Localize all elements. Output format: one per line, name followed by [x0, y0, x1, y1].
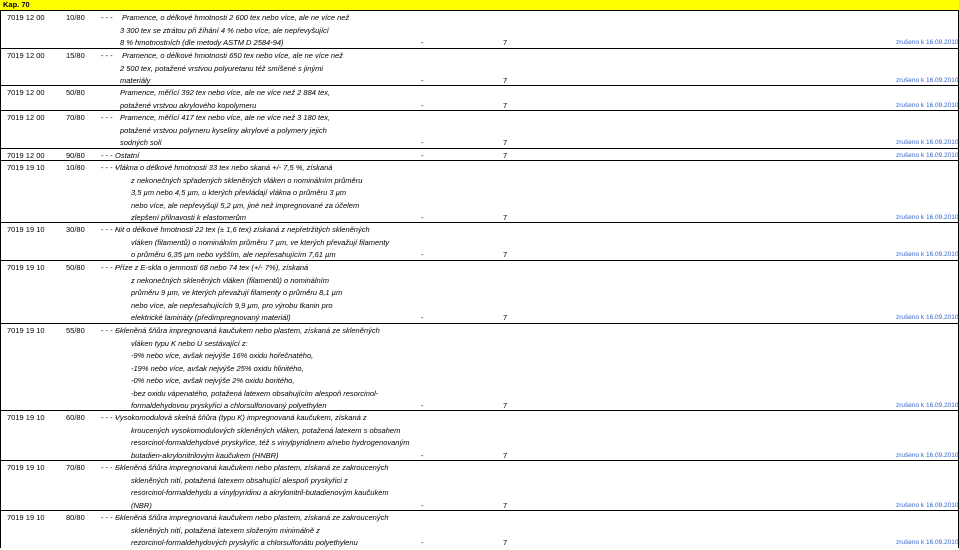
row-code: 7019 12 00 — [7, 51, 45, 60]
row-rate: - — [421, 138, 424, 147]
row-description-line: kroucených vysokomodulových skleněných vláken, potažená latexem s obsahem — [131, 425, 401, 435]
table-row — [0, 510, 959, 548]
row-description-line: o průměru 6,35 µm nebo vyšším, ale nepřesahujícím 7,61 µm — [131, 250, 336, 259]
row-indent-dashes: - - - - — [101, 463, 118, 472]
row-rate: - — [421, 76, 424, 85]
row-description-line: -9% nebo více, avšak nejvýše 16% oxidu hořečnatého, — [131, 351, 314, 360]
row-unit: 7 — [503, 450, 508, 460]
row-unit: 7 — [503, 100, 508, 110]
row-subcode: 55/80 — [66, 326, 85, 335]
row-description-line: resorcinol-formaldehydové pryskyřice, též s vinylpyridinem a/nebo hydrogenovaným — [131, 438, 410, 447]
row-indent-dashes: - - - — [101, 151, 113, 160]
row-rate: - — [421, 250, 424, 259]
row-unit: 7 — [503, 500, 508, 510]
row-code: 7019 19 10 — [7, 163, 45, 172]
row-subcode: 15/80 — [66, 51, 85, 60]
row-code: 7019 12 00 — [7, 88, 45, 97]
table-row — [0, 10, 959, 48]
row-indent-dashes: - - - - — [101, 163, 118, 172]
row-subcode: 60/80 — [66, 413, 85, 422]
chapter-header: Kap. 70 — [0, 0, 959, 10]
row-code: 7019 12 00 — [7, 113, 45, 122]
row-description-line: -0% nebo více, avšak nejvýše 2% oxidu boritého, — [131, 376, 295, 385]
row-rate: - — [421, 100, 424, 110]
row-indent-dashes: - - - - — [101, 513, 118, 522]
row-description-line: elektrické lamináty (předimpregnovaný materiál) — [131, 313, 291, 322]
row-unit: 7 — [503, 401, 508, 410]
row-description-line: vláken typu K nebo U sestávající z: — [131, 338, 248, 348]
row-unit: 7 — [503, 313, 508, 322]
row-subcode: 70/80 — [66, 113, 85, 122]
row-description-line: skleněných nití, potažená latexem obsahující alespoň pryskyřici z — [131, 475, 348, 485]
row-status: zrušeno k 16.09.2010 — [896, 214, 959, 221]
row-description-line: -bez oxidu vápenatého, potažená latexem obsahujícím alespoň resorcinol- — [131, 388, 379, 398]
row-subcode: 90/80 — [66, 151, 85, 160]
table-row — [0, 160, 959, 222]
row-description-line: rezorcinol-formaldehydových pryskyřic a chlorsulfonátu polyethylenu — [131, 538, 358, 547]
row-status: zrušeno k 16.09.2010 — [896, 101, 959, 109]
row-description-line: Pramence, měřící 392 tex nebo více, ale ne více než 2 884 tex, — [120, 88, 331, 97]
row-indent-dashes: - - - — [101, 13, 113, 22]
row-rate: - — [421, 38, 424, 47]
row-description-line: Příze z E-skla o jemnosti 68 nebo 74 tex (+/- 7%), získaná — [115, 263, 309, 272]
row-description-line: materiály — [120, 76, 151, 85]
row-description-line: Pramence, o délkové hmotnosti 2 600 tex nebo více, ale ne více než — [122, 13, 350, 22]
row-description-line: Vlákna o délkové hmotnosti 33 tex nebo skaná +/- 7,5 %, získaná — [115, 163, 333, 172]
row-status: zrušeno k 16.09.2010 — [896, 539, 959, 546]
row-unit: 7 — [503, 138, 508, 147]
table-row — [0, 85, 959, 110]
row-code: 7019 19 10 — [7, 225, 45, 234]
table-row — [0, 148, 959, 160]
row-description-line: průměru 9 µm, ve kterých převažují filamenty o průměru 8,1 µm — [131, 288, 343, 297]
row-description-line: 2 500 tex, potažené vrstvou polyuretanu též smíšené s jinými — [120, 63, 324, 73]
row-status: zrušeno k 16.09.2010 — [896, 77, 959, 84]
table-row — [0, 260, 959, 323]
row-description-line: resorcinol-formaldehydu a vinylpyridinu a akrylonitril-butadienovým kaučukem — [131, 488, 389, 497]
row-rate: - — [421, 500, 424, 510]
row-description-line: formaldehydovou pryskyřici a chlorsulfonovaný polyethylen — [131, 401, 327, 410]
row-description-line: sodných solí — [120, 138, 162, 147]
row-code: 7019 19 10 — [7, 263, 45, 272]
row-subcode: 70/80 — [66, 463, 85, 472]
row-status: zrušeno k 16.09.2010 — [896, 451, 959, 459]
row-subcode: 30/80 — [66, 225, 85, 234]
row-indent-dashes: - - - - — [101, 413, 118, 422]
row-description-line: Skleněná šňůra impregnovaná kaučukem nebo plastem, získaná ze zakroucených — [115, 513, 389, 522]
row-status: zrušeno k 16.09.2010 — [896, 314, 959, 321]
row-code: 7019 12 00 — [7, 151, 45, 160]
row-rate: - — [421, 401, 424, 410]
row-description-line: zlepšení přilnavosti k elastomerům — [131, 213, 247, 222]
row-indent-dashes: - - - — [101, 113, 113, 122]
table-row — [0, 48, 959, 85]
row-indent-dashes: - - - - — [101, 263, 118, 272]
row-status: zrušeno k 16.09.2010 — [896, 402, 959, 409]
row-status: zrušeno k 16.09.2010 — [896, 139, 959, 146]
row-description-line: Nit o délkové hmotnosti 22 tex (± 1,6 tex) získaná z nepřetržitých skleněných — [115, 225, 370, 234]
row-code: 7019 19 10 — [7, 326, 45, 335]
row-description-line: nebo více, ale nepřesahujících 9,9 µm, pro výrobu tkanin pro — [131, 300, 333, 310]
row-description-line: Ostatní — [115, 151, 140, 160]
table-row — [0, 460, 959, 510]
table-row — [0, 323, 959, 410]
row-subcode: 10/80 — [66, 163, 85, 172]
row-description-line: vláken (filamentů) o nominálním průměru 7 µm, ve kterých převažují filamenty — [131, 237, 390, 247]
row-description-line: -19% nebo více, avšak nejvýše 25% oxidu hlinitého, — [131, 363, 304, 373]
row-unit: 7 — [503, 151, 508, 160]
row-description-line: Pramence, o délkové hmotnosti 650 tex nebo více, ale ne více než — [122, 51, 343, 60]
row-indent-dashes: - - - - — [101, 225, 118, 234]
row-description-line: skleněných nití, potažená latexem složeným minimálně z — [131, 525, 320, 535]
row-description-line: Skleněná šňůra impregnovaná kaučukem nebo plastem, získaná ze skleněných — [115, 326, 380, 335]
row-description-line: potažené vrstvou polymeru kyseliny akrylové a polymery jejich — [120, 125, 327, 135]
row-rate: - — [421, 313, 424, 322]
table-row — [0, 110, 959, 148]
row-rate: - — [421, 151, 424, 160]
row-description-line: Vysokomodulová skelná šňůra (typu K) impregnovaná kaučukem, získaná z — [115, 413, 367, 422]
row-description-line: 3 300 tex se ztrátou při žíhání 4 % nebo více, ale nepřevyšující — [120, 25, 329, 35]
row-code: 7019 19 10 — [7, 463, 45, 472]
row-unit: 7 — [503, 38, 508, 47]
row-description-line: potažené vrstvou akrylového kopolymeru — [120, 100, 257, 110]
row-description-line: z nekonečných skleněných vláken (filamentů) o nominálním — [131, 275, 330, 285]
row-description-line: (NBR) — [131, 500, 152, 510]
row-status: zrušeno k 16.09.2010 — [896, 251, 959, 258]
row-description-line: z nekonečných spřadených skleněných vláken o nominálním průměru — [131, 175, 363, 185]
row-description-line: 3,5 µm nebo 4,5 µm, u kterých převládají vlákna o průměru 3 µm — [131, 188, 347, 197]
table-row — [0, 410, 959, 460]
row-subcode: 80/80 — [66, 513, 85, 522]
row-status: zrušeno k 16.09.2010 — [896, 39, 959, 46]
row-status: zrušeno k 16.09.2010 — [896, 152, 959, 159]
row-unit: 7 — [503, 538, 508, 547]
row-code: 7019 19 10 — [7, 413, 45, 422]
row-rate: - — [421, 538, 424, 547]
row-description-line: 8 % hmotnostních (dle metody ASTM D 2584-94) — [120, 38, 284, 47]
row-indent-dashes: - - - - — [101, 326, 118, 335]
row-description-line: butadien-akrylonitrilovým kaučukem (HNBR) — [131, 450, 279, 460]
table-row — [0, 222, 959, 260]
row-status: zrušeno k 16.09.2010 — [896, 501, 959, 509]
row-description-line: nebo více, ale nepřevyšují 5,2 µm, jiné než impregnované za účelem — [131, 200, 360, 210]
row-subcode: 10/80 — [66, 13, 85, 22]
row-description-line: Pramence, měřící 417 tex nebo více, ale ne více než 3 180 tex, — [120, 113, 331, 122]
row-description-line: Skleněná šňůra impregnovaná kaučukem nebo plastem, získaná ze zakroucených — [115, 463, 389, 472]
row-subcode: 50/80 — [66, 88, 85, 97]
row-indent-dashes: - - - — [101, 51, 113, 60]
row-rate: - — [421, 450, 424, 460]
row-unit: 7 — [503, 250, 508, 259]
row-unit: 7 — [503, 76, 508, 85]
row-subcode: 50/80 — [66, 263, 85, 272]
row-code: 7019 19 10 — [7, 513, 45, 522]
row-unit: 7 — [503, 213, 508, 222]
row-rate: - — [421, 213, 424, 222]
row-code: 7019 12 00 — [7, 13, 45, 22]
